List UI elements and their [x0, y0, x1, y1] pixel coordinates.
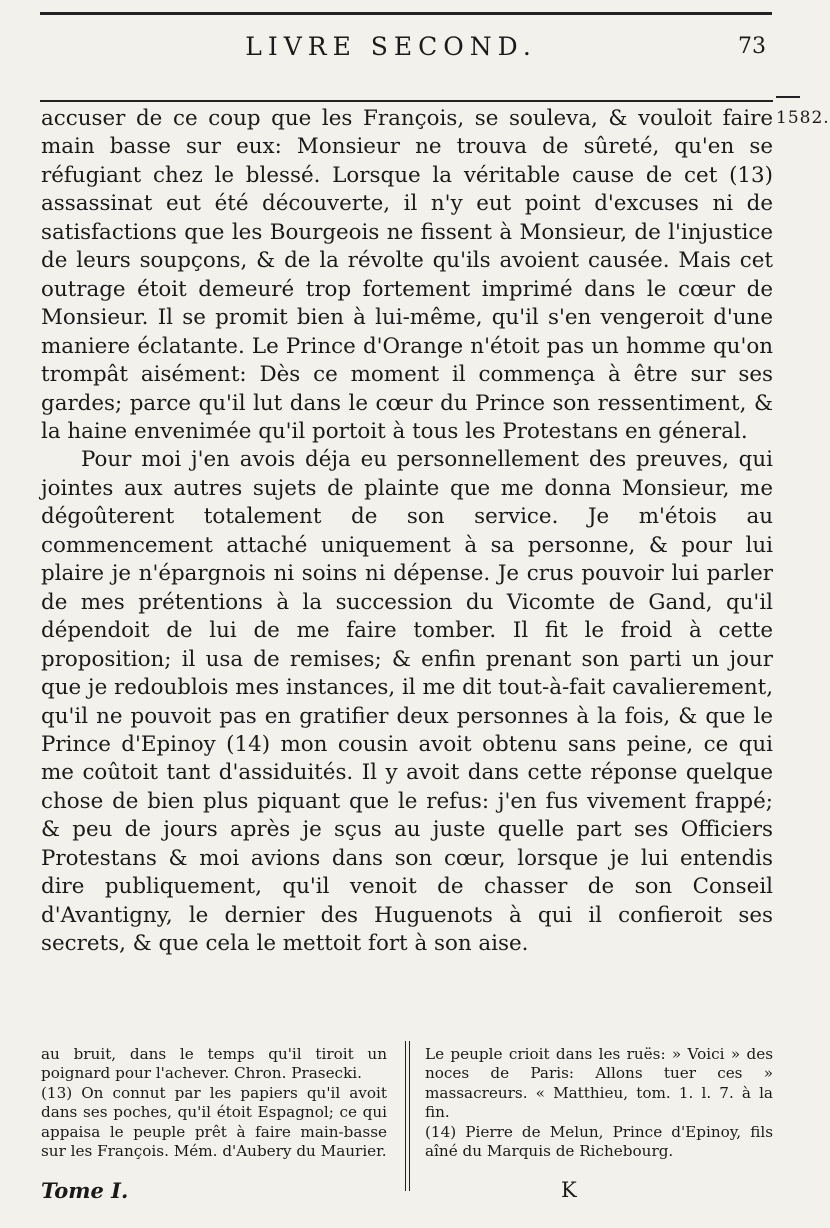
paragraph-2: Pour moi j'en avois déja eu personnellement des preuves, qui jointes aux autres sujets de plainte que me donna Monsieur, me dégoûterent totalement de son service. Je m'étois au commencement attaché uniquement à sa personne, & pour lui plaire je n'épargnois ni soins ni dépense. Je crus pouvoir lui parler de mes prétentions à la succession du Vicomte de Gand, qu'il dépendoit de lui de me faire tomber. Il fit le froid à cette proposition; il usa de remises; & enfin prenant son parti un jour que je redoublois mes instances, il me dit tout-à-fait cavalierement, qu'il ne pouvoit pas en gratifier deux personnes à la fois, & que le Prince d'Epinoy (14) mon cousin avoit obtenu sans peine, ce qui me coûtoit tant d'assiduités. Il y avoit dans cette réponse quelque chose de bien plus piquant que le refus: j'en fus vivement frappé; & peu de jours après je sçus au juste quelle part ses Officiers Protestans & moi avions dans son cœur, lorsque je lui entendis dire publiquement, qu'il venoit de chasser de son Conseil d'Avantigny, le dernier des Huguenots à qui il confieroit ses secrets, & que cela le mettoit fort à son aise.: [41, 447, 773, 957]
page-footer: [41, 1178, 773, 1208]
margin-rule: [776, 96, 800, 98]
column-divider: [405, 1041, 410, 1191]
running-header: [40, 28, 772, 68]
footnote-13: (13) On connut par les papiers qu'il avoit dans ses poches, qu'il étoit Espagnol; ce qui appaisa le peuple prêt à faire main-basse sur les François. Mém. d'Aubery du Maurier.: [41, 1083, 387, 1161]
footnote-continuation: au bruit, dans le temps qu'il tiroit un poignard pour l'achever. Chron. Prasecki.: [41, 1045, 387, 1083]
footnote-14: (14) Pierre de Melun, Prince d'Epinoy, fils aîné du Marquis de Richebourg.: [425, 1122, 773, 1161]
footnotes-left-column: [41, 1045, 387, 1161]
top-rule: [40, 12, 772, 15]
tome-label: Tome I.: [41, 1178, 129, 1203]
footnotes: [41, 1045, 773, 1195]
margin-year: 1582.: [776, 108, 830, 128]
header-rule: [40, 100, 773, 102]
paragraph-1: accuser de ce coup que les François, se souleva, & vouloit faire main basse sur eux: Monsieur ne trouva de sûreté, qu'en se réfugiant chez le blessé. Lorsque la véritable cause de cet (13) assassinat eut été découverte, il n'y eut point d'excuses ni de satisfactions que les Bourgeois ne fissent à Monsieur, de l'injustice de leurs soupçons, & de la révolte qu'ils avoient causée. Mais cet outrage étoit demeuré trop fortement imprimé dans le cœur de Monsieur. Il se promit bien à lui-même, qu'il s'en vengeroit d'une maniere éclatante. Le Prince d'Orange n'étoit pas un homme qu'on trompât aisément: Dès ce moment il commença à être sur ses gardes; parce qu'il lut dans le cœur du Prince son ressentiment, & la haine envenimée qu'il portoit à tous les Protestans en géneral.: [41, 106, 773, 444]
footnotes-right-column: [425, 1045, 773, 1161]
signature-mark: K: [561, 1178, 577, 1202]
footnote-quote: Le peuple crioit dans les ruës: » Voici » des noces de Paris: Allons tuer ces » massacreurs. « Matthieu, tom. 1. l. 7. à la fin.: [425, 1045, 773, 1122]
main-text: [41, 105, 773, 959]
page-number: 73: [738, 34, 766, 59]
running-title: LIVRE SECOND.: [245, 32, 537, 61]
